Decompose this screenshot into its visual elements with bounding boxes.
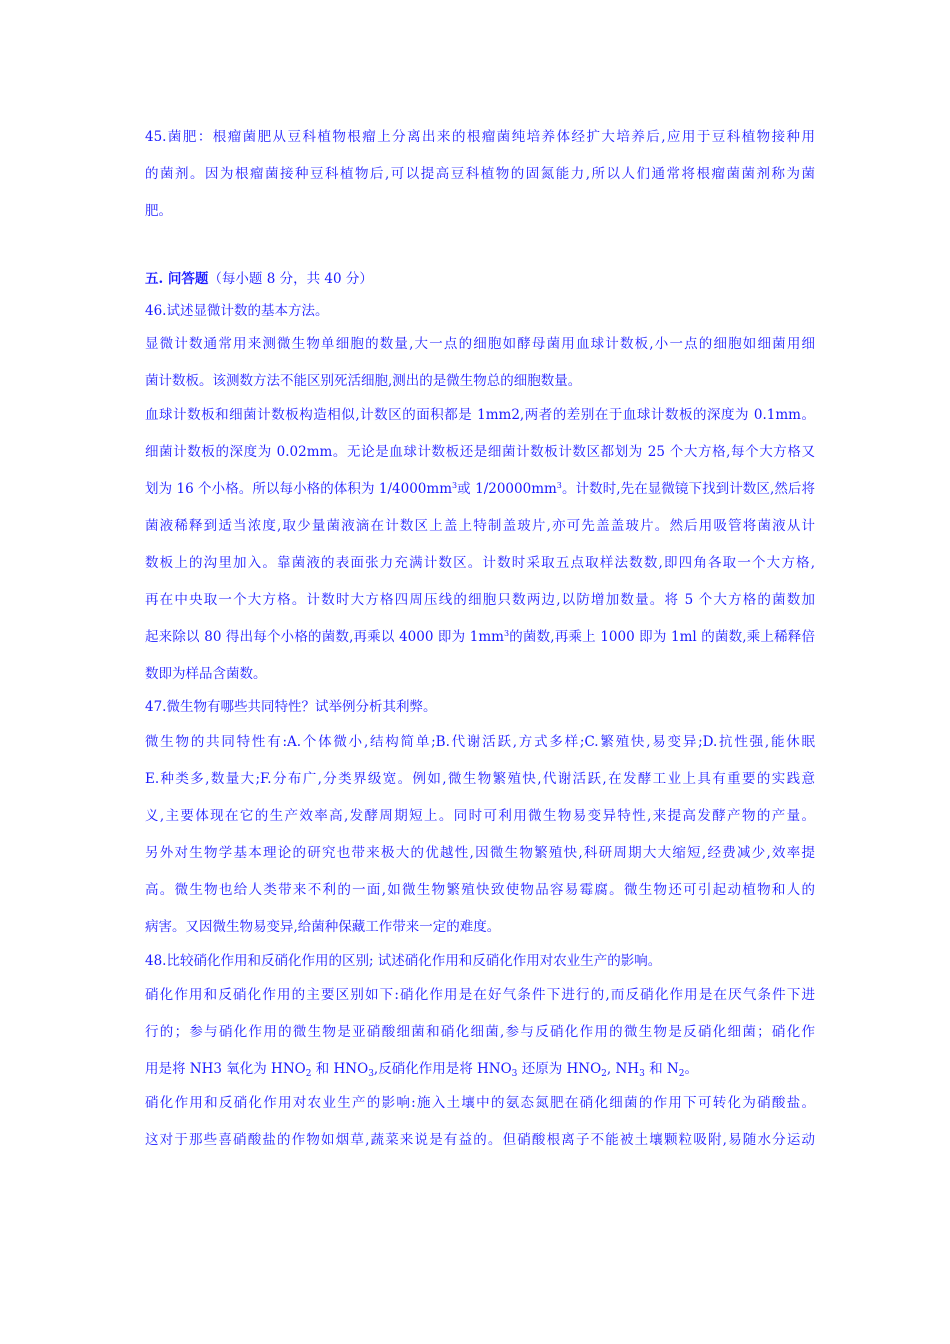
q46-line-1: 显微计数通常用来测微生物单细胞的数量,大一点的细胞如酵母菌用血球计数板,小一点的细胞如细菌用细	[145, 336, 815, 352]
q47-line-3: 义,主要体现在它的生产效率高,发酵周期短上。同时可利用微生物易变异特性,来提高发酵产物的产量。	[145, 808, 815, 824]
superscript: 3	[556, 481, 562, 490]
subscript: 3	[639, 1069, 645, 1079]
q47-line-2: E.种类多,数量大;F.分布广,分类界级宽。例如,微生物繁殖快,代谢活跃,在发酵工业上具有重要的实践意	[145, 771, 815, 787]
subscript: 2	[305, 1069, 312, 1079]
q46-line-5	[145, 479, 815, 501]
q48-line-4: 硝化作用和反硝化作用对农业生产的影响:施入土壤中的氨态氮肥在硝化细菌的作用下可转化为硝酸盐。	[145, 1095, 815, 1111]
section-score-note: （每小题 8 分，共 40 分）	[208, 271, 373, 287]
q46-line-5-part-a: 划为 16 个小格。所以每小格的体积为 1/4000mm	[145, 481, 452, 497]
q47-question: 47.微生物有哪些共同特性？试举例分析其利弊。	[145, 699, 437, 715]
q48-line-3-part-e: , NH	[606, 1061, 640, 1077]
q47-line-4: 另外对生物学基本理论的研究也带来极大的优越性,因微生物繁殖快,科研周期大大缩短,经费减少,效率提	[145, 845, 815, 861]
q46-question: 46.试述显微计数的基本方法。	[145, 303, 329, 319]
q47-line-5: 高。微生物也给人类带来不利的一面,如微生物繁殖快致使物品容易霉腐。微生物还可引起动植物和人的	[145, 882, 815, 898]
q48-line-3	[145, 1059, 815, 1081]
subscript: 2	[601, 1069, 607, 1079]
subscript: 3	[368, 1069, 374, 1079]
superscript: 3	[503, 629, 510, 638]
q46-line-3: 血球计数板和细菌计数板构造相似,计数区的面积都是 1mm2,两者的差别在于血球计数板的深度为 0.1mm。	[145, 407, 815, 423]
q46-line-8: 再在中央取一个大方格。计数时大方格四周压线的细胞只数两边,以防增加数量。将 5 个大方格的菌数加	[145, 592, 815, 608]
q48-line-3-part-b: 和 HNO	[311, 1061, 369, 1077]
q45-line-1: 45.菌肥：根瘤菌肥从豆科植物根瘤上分离出来的根瘤菌纯培养体经扩大培养后,应用于豆科植物接种用	[145, 129, 815, 145]
subscript: 2	[678, 1069, 685, 1079]
subscript: 3	[511, 1069, 518, 1079]
q47-line-6: 病害。又因微生物易变异,给菌种保藏工作带来一定的难度。	[145, 919, 501, 935]
q46-line-7: 数板上的沟里加入。靠菌液的表面张力充满计数区。计数时采取五点取样法数数,即四角各取一个大方格,	[145, 555, 815, 571]
q48-line-3-part-c: ,反硝化作用是将 HNO	[373, 1061, 512, 1077]
q48-question: 48.比较硝化作用和反硝化作用的区别; 试述硝化作用和反硝化作用对农业生产的影响。	[145, 953, 662, 969]
section-heading	[145, 269, 815, 289]
q46-line-2: 菌计数板。该测数方法不能区别死活细胞,测出的是微生物总的细胞数量。	[145, 373, 582, 389]
q48-line-3-part-f: 和 N	[644, 1061, 679, 1077]
q46-line-10: 数即为样品含菌数。	[145, 666, 267, 682]
q46-line-9-part-b: 的菌数,再乘上 1000 即为 1ml 的菌数,乘上稀释倍	[509, 629, 815, 645]
q48-line-3-part-d: 还原为 HNO	[517, 1061, 602, 1077]
q45-line-3: 肥。	[145, 203, 172, 219]
q45-line-2: 的菌剂。因为根瘤菌接种豆科植物后,可以提高豆科植物的固氮能力,所以人们通常将根瘤菌菌剂称为菌	[145, 166, 815, 182]
q46-line-6: 菌液稀释到适当浓度,取少量菌液滴在计数区上盖上特制盖玻片,亦可先盖盖玻片。然后用吸管将菌液从计	[145, 518, 815, 534]
section-title: 五. 问答题	[145, 271, 209, 287]
q48-line-3-part-a: 用是将 NH3 氧化为 HNO	[145, 1061, 306, 1077]
q48-line-3-part-g: 。	[684, 1061, 698, 1077]
q46-line-5-part-c: 。计数时,先在显微镜下找到计数区,然后将	[561, 481, 815, 497]
q46-line-9	[145, 627, 815, 649]
q48-line-1: 硝化作用和反硝化作用的主要区别如下:硝化作用是在好气条件下进行的,而反硝化作用是在厌气条件下进	[145, 987, 815, 1003]
q46-line-4: 细菌计数板的深度为 0.02mm。无论是血球计数板还是细菌计数板计数区都划为 25 个大方格,每个大方格又	[145, 444, 815, 460]
q46-line-5-part-b: 或 1/20000mm	[457, 481, 557, 497]
q47-line-1: 微生物的共同特性有:A.个体微小,结构简单;B.代谢活跃,方式多样;C.繁殖快,易变异;D.抗性强,能休眠	[145, 734, 815, 750]
superscript: 3	[452, 481, 458, 490]
q48-line-5: 这对于那些喜硝酸盐的作物如烟草,蔬菜来说是有益的。但硝酸根离子不能被土壤颗粒吸附,易随水分运动	[145, 1132, 815, 1148]
q46-line-9-part-a: 起来除以 80 得出每个小格的菌数,再乘以 4000 即为 1mm	[145, 629, 504, 645]
q48-line-2: 行的；参与硝化作用的微生物是亚硝酸细菌和硝化细菌,参与反硝化作用的微生物是反硝化细菌；硝化作	[145, 1024, 815, 1040]
